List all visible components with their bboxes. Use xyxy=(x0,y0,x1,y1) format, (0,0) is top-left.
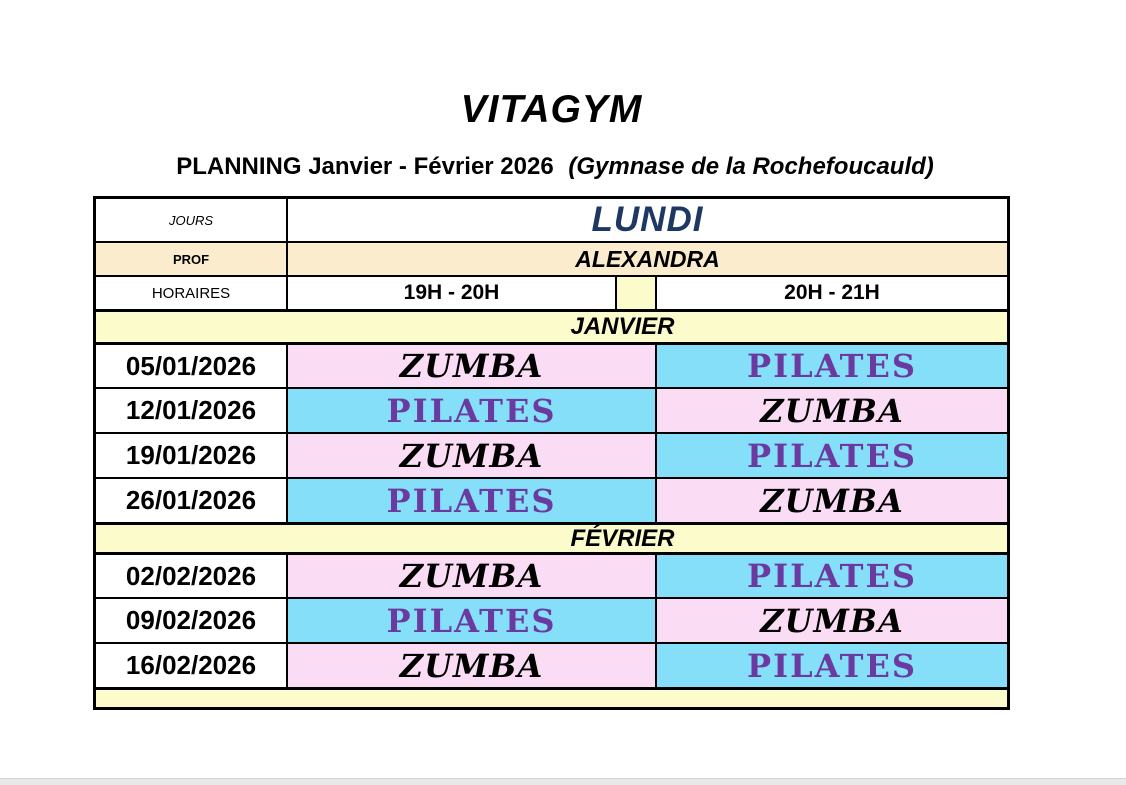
schedule-row xyxy=(96,432,1007,477)
month-row-fevrier xyxy=(96,522,1007,552)
date-cell: 09/02/2026 xyxy=(125,605,257,635)
activity-cell-slot2: ZUMBA xyxy=(655,599,1007,642)
horaires-label: HORAIRES xyxy=(151,284,231,302)
spacer-cell xyxy=(615,277,655,309)
activity-cell-slot2: ZUMBA xyxy=(655,479,1007,522)
date-cell: 19/01/2026 xyxy=(125,440,257,470)
activity-cell-slot1: ZUMBA xyxy=(286,555,655,597)
empty-footer-row xyxy=(96,687,1007,707)
subtitle-venue: (Gymnase de la Rochefoucauld) xyxy=(568,153,934,180)
month-row-janvier xyxy=(96,309,1007,342)
time-slot-2: 20H - 21H xyxy=(655,277,1007,309)
month-label: JANVIER xyxy=(570,313,675,340)
activity-cell-slot1: ZUMBA xyxy=(286,434,655,477)
empty-cell xyxy=(96,690,1007,707)
horaires-row xyxy=(96,275,1007,309)
date-cell: 12/01/2026 xyxy=(125,395,257,425)
page-bottom-edge xyxy=(0,778,1126,785)
activity-cell-slot2: PILATES xyxy=(655,434,1007,477)
activity-cell-slot2: ZUMBA xyxy=(655,389,1007,432)
schedule-row xyxy=(96,642,1007,687)
schedule-row xyxy=(96,387,1007,432)
schedule-row xyxy=(96,597,1007,642)
day-name: LUNDI xyxy=(286,199,1007,241)
date-cell: 16/02/2026 xyxy=(125,650,257,680)
schedule-row xyxy=(96,477,1007,522)
subtitle xyxy=(0,153,1110,181)
date-cell: 26/01/2026 xyxy=(125,485,257,515)
time-slot-1: 19H - 20H xyxy=(286,277,615,309)
activity-cell-slot1: PILATES xyxy=(286,599,655,642)
schedule-row xyxy=(96,552,1007,597)
schedule-row xyxy=(96,342,1007,387)
activity-cell-slot2: PILATES xyxy=(655,345,1007,387)
page-title: VITAGYM xyxy=(460,88,643,131)
date-cell: 02/02/2026 xyxy=(125,560,257,591)
activity-cell-slot1: ZUMBA xyxy=(286,345,655,387)
jours-label: JOURS xyxy=(168,212,214,228)
activity-cell-slot2: PILATES xyxy=(655,644,1007,687)
planning-table xyxy=(93,196,1010,710)
activity-cell-slot1: ZUMBA xyxy=(286,644,655,687)
date-cell: 05/01/2026 xyxy=(125,350,257,381)
jours-row xyxy=(96,199,1007,241)
activity-cell-slot1: PILATES xyxy=(286,389,655,432)
prof-name: ALEXANDRA xyxy=(286,243,1007,275)
activity-cell-slot2: PILATES xyxy=(655,555,1007,597)
prof-row xyxy=(96,241,1007,275)
month-label: FÉVRIER xyxy=(570,525,675,552)
activity-cell-slot1: PILATES xyxy=(286,479,655,522)
subtitle-main: PLANNING Janvier - Février 2026 xyxy=(176,153,554,180)
prof-label: PROF xyxy=(172,251,210,267)
